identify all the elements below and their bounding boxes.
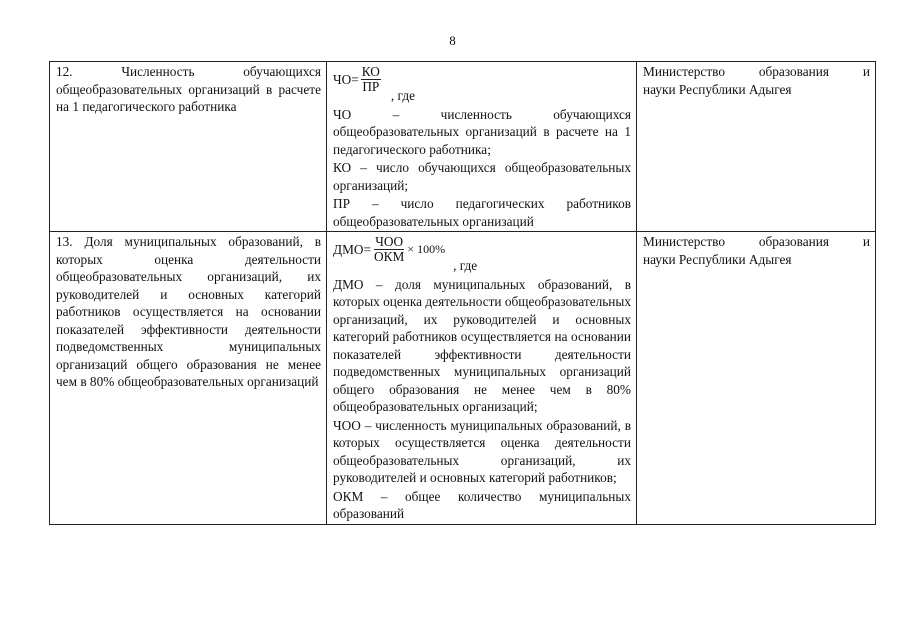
definition-item: ЧО – численность обучающихся общеобразовательных организаций в расчете на 1 педагогического работника; xyxy=(333,106,631,157)
organization-cell xyxy=(637,62,876,232)
formula-numerator: КО xyxy=(361,64,380,79)
indicators-table xyxy=(49,61,876,525)
formula-multiplier: × 100% xyxy=(407,242,446,256)
definition-item: ПР – число педагогических работников общеобразовательных организаций xyxy=(333,196,631,229)
organization-line2: науки Республики Адыгея xyxy=(643,251,792,267)
formula-lhs: ЧО xyxy=(333,72,352,87)
formula-where: , где xyxy=(453,258,478,273)
formula: ЧО = $\frac{КО}{ПР}$ , где xyxy=(333,64,415,103)
formula-cell xyxy=(327,62,637,232)
indicator-text: 12. Численность обучающихся общеобразовательных организаций в расчете на 1 педагогического работника xyxy=(56,64,321,114)
definition-item: ОКМ – общее количество муниципальных образований xyxy=(333,488,631,521)
formula-numerator: ЧОО xyxy=(375,234,404,249)
formula-cell xyxy=(327,232,637,525)
formula-fraction xyxy=(373,235,405,264)
formula: ДМО = $\frac{\text{ЧОО}}{\text{ОКМ}}$ × 100% , где xyxy=(333,234,478,273)
definition-item: КО – число обучающихся общеобразовательных организаций; xyxy=(333,160,631,193)
formula-fraction xyxy=(361,65,381,94)
definition-item: ЧОО – численность муниципальных образований, в которых осуществляется оценка деятельности общеобразовательных организаций, их руководителей и основных категорий работников; xyxy=(333,417,631,485)
organization-line1: Министерство образования и xyxy=(643,234,870,249)
table-row xyxy=(50,62,876,232)
indicator-text: 13. Доля муниципальных образований, в которых оценка деятельности общеобразовательных организаций, их руководителей и основных категорий работников осуществляется на основании показателей эффективности деятельности подведомственных муниципальных организаций общего образования не менее чем в 80% общеобразовательных организаций xyxy=(56,234,321,389)
definition-item: ДМО – доля муниципальных образований, в которых оценка деятельности общеобразовательных организаций, их руководителей и основных категорий работников осуществляется на основании показателей эффективности деятельности подведомственных муниципальных организаций общего образования не менее чем в 80% общеобразовательных организаций; xyxy=(333,276,631,414)
formula-lhs: ДМО xyxy=(333,242,364,257)
formula-denominator: ПР xyxy=(362,79,380,94)
page-number: 8 xyxy=(449,33,456,48)
indicator-cell xyxy=(50,232,327,525)
formula-denominator: ОКМ xyxy=(374,249,405,264)
indicator-cell xyxy=(50,62,327,232)
organization-cell xyxy=(637,232,876,525)
table-row xyxy=(50,232,876,525)
organization-line2: науки Республики Адыгея xyxy=(643,81,792,97)
organization-line1: Министерство образования и xyxy=(643,64,870,79)
formula-where: , где xyxy=(390,88,415,103)
